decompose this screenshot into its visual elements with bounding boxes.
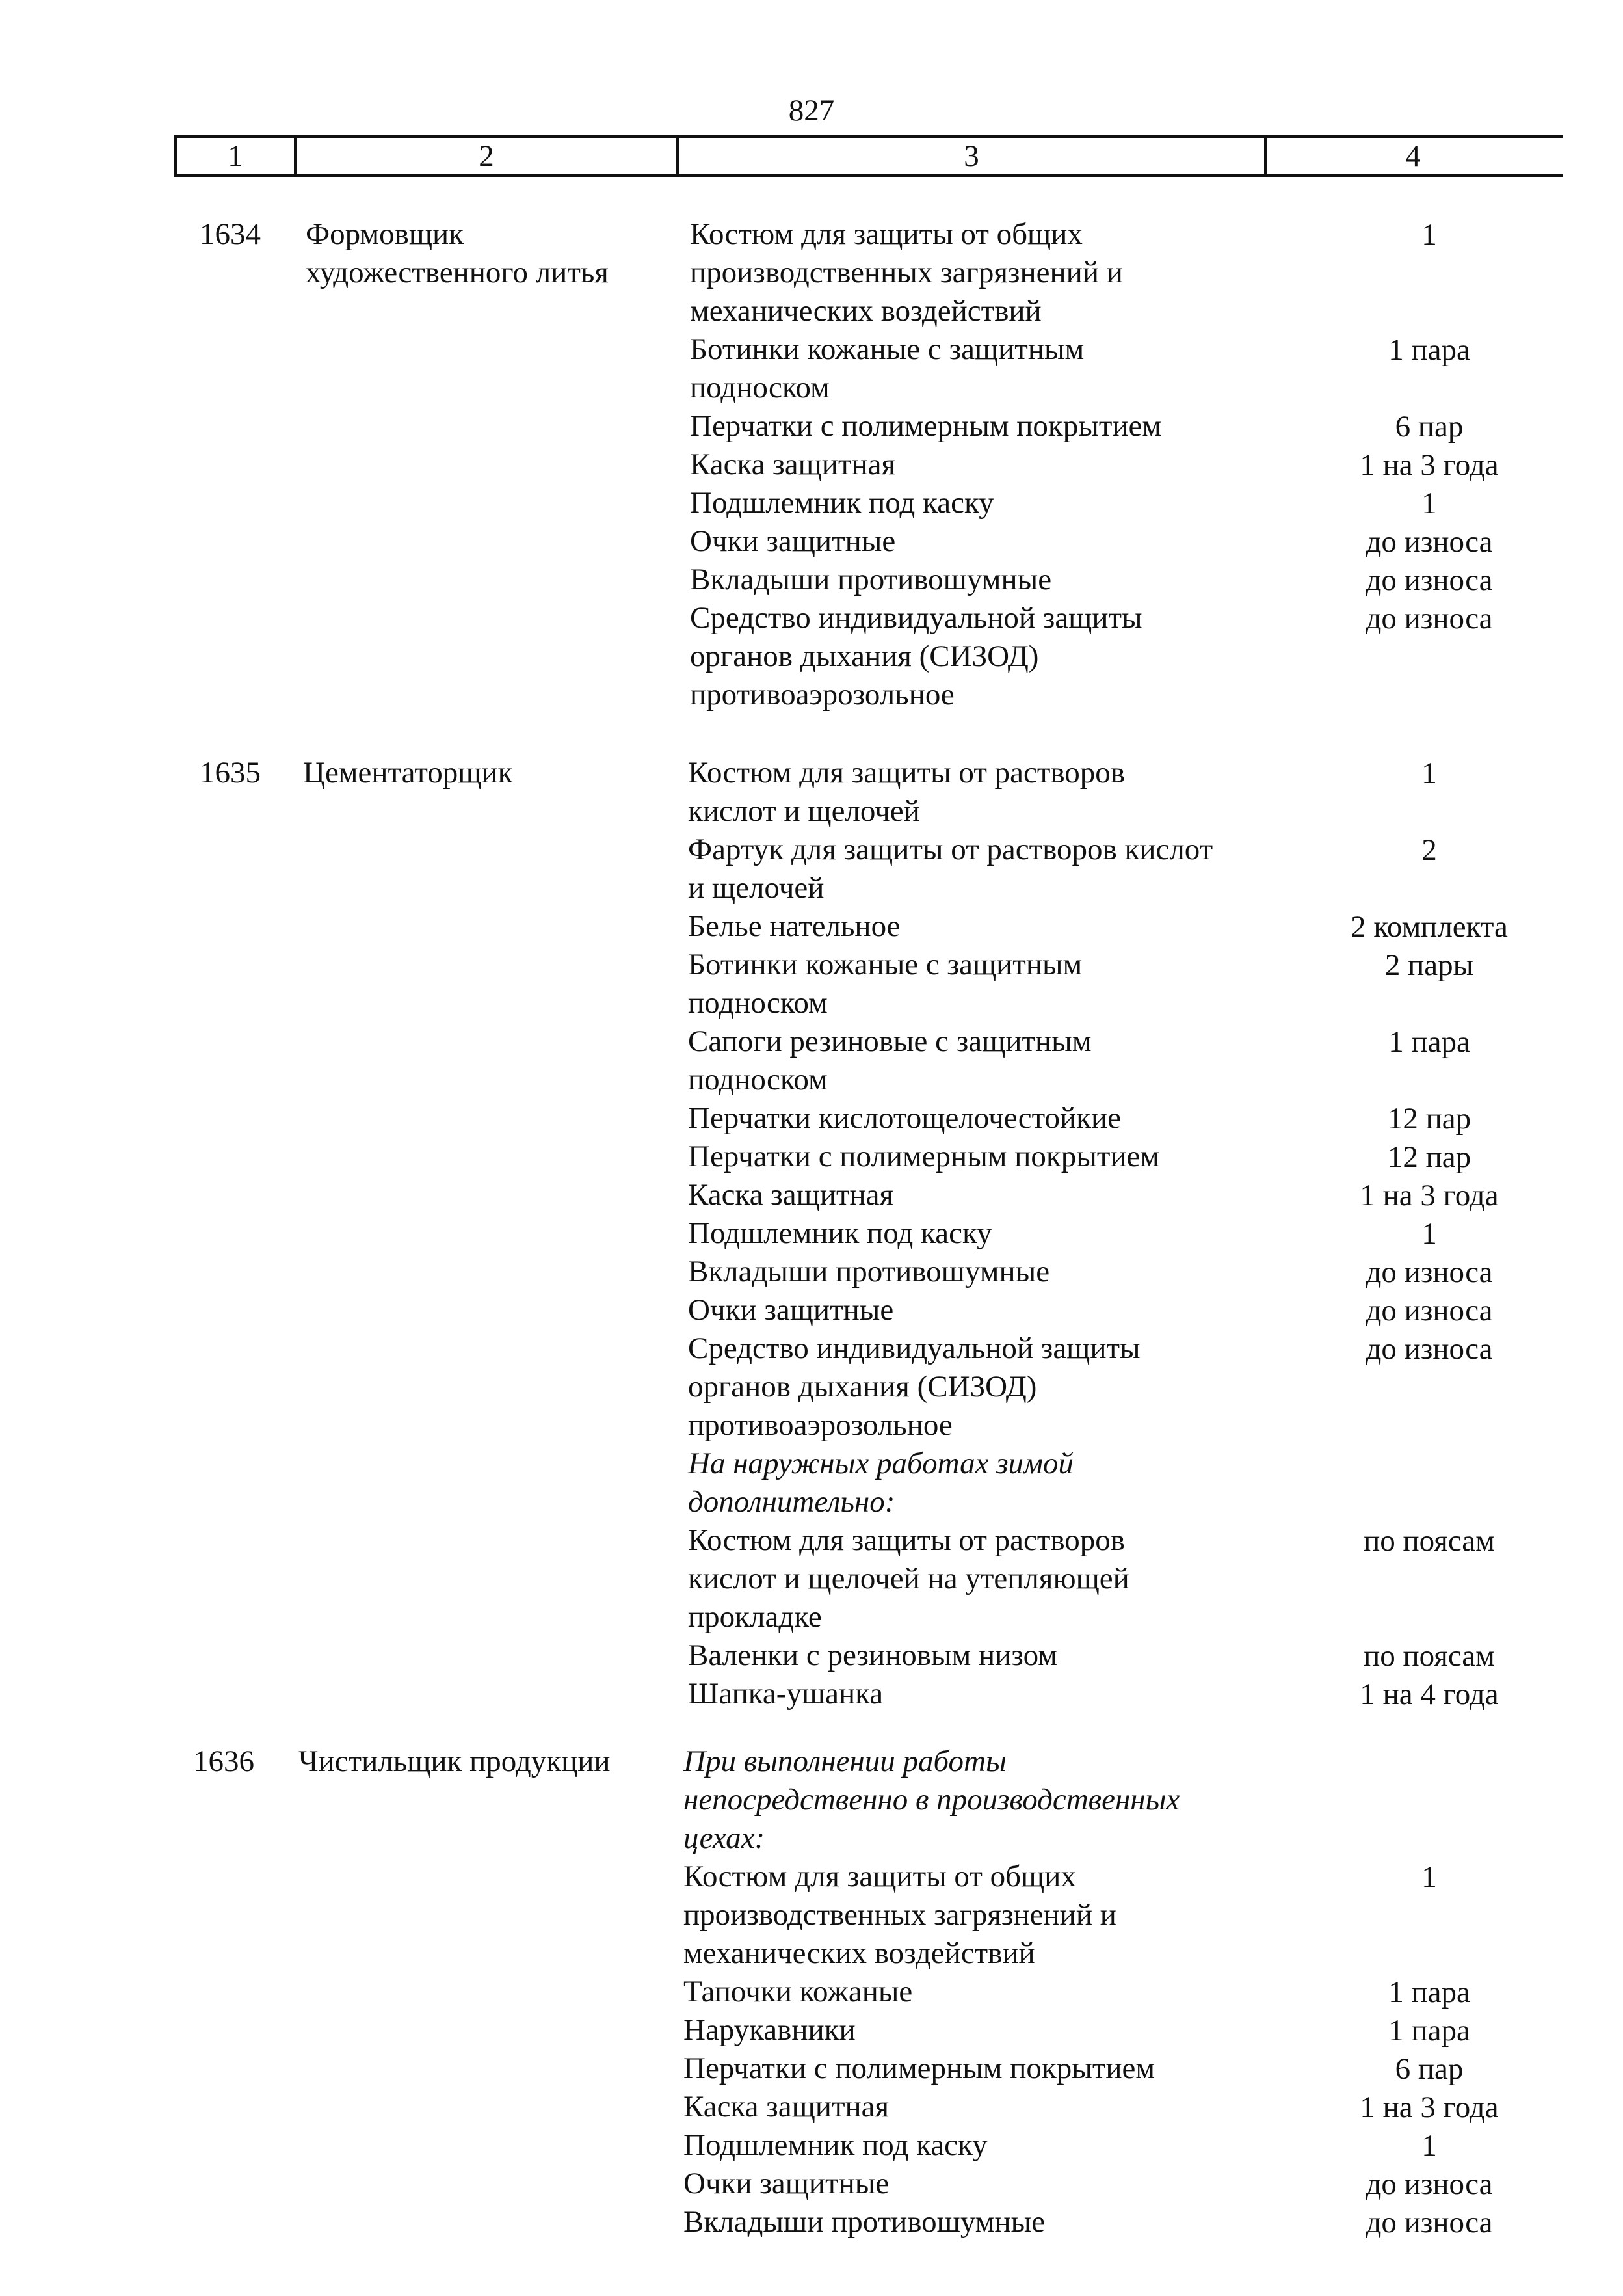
ppe-item: Перчатки с полимерным покрытием — [683, 2051, 1155, 2085]
profession-name: Формовщик — [306, 217, 464, 251]
ppe-item: и щелочей — [688, 871, 825, 905]
ppe-item: Перчатки с полимерным покрытием — [690, 409, 1162, 443]
issue-norm: 1 на 3 года — [1360, 448, 1499, 482]
issue-norm: 1 — [1421, 1860, 1437, 1894]
ppe-item: подноском — [690, 371, 830, 405]
ppe-item: Каска защитная — [683, 2090, 890, 2124]
ppe-item: Ботинки кожаные с защитным — [690, 332, 1085, 366]
ppe-item: Подшлемник под каску — [690, 486, 994, 520]
profession-name: Цементаторщик — [303, 756, 513, 790]
profession-name: художественного литья — [306, 256, 609, 289]
ppe-item: подноском — [688, 1063, 828, 1097]
issue-norm: 12 пар — [1387, 1102, 1471, 1136]
ppe-item: Костюм для защиты от растворов — [688, 1523, 1125, 1557]
issue-norm: 1 пара — [1388, 333, 1470, 367]
ppe-item: производственных загрязнений и — [683, 1898, 1116, 1932]
row-number: 1634 — [200, 217, 261, 251]
issue-norm: до износа — [1366, 2167, 1493, 2201]
issue-norm: до износа — [1366, 525, 1493, 559]
ppe-item: противоаэрозольное — [690, 678, 955, 712]
issue-norm: до износа — [1366, 1294, 1493, 1328]
ppe-item: механических воздействий — [683, 1936, 1035, 1970]
condition-note: При выполнении работы — [683, 1744, 1007, 1778]
issue-norm: 1 — [1421, 1217, 1437, 1251]
condition-note: дополнительно: — [688, 1485, 895, 1519]
ppe-item: Подшлемник под каску — [683, 2128, 988, 2162]
ppe-item: Белье нательное — [688, 909, 901, 943]
header-col-2: 2 — [479, 139, 494, 173]
ppe-item: Ботинки кожаные с защитным — [688, 948, 1083, 981]
ppe-item: Очки защитные — [690, 524, 896, 558]
ppe-item: противоаэрозольное — [688, 1408, 953, 1442]
issue-norm: 1 на 3 года — [1360, 1179, 1499, 1212]
issue-norm: до износа — [1366, 1255, 1493, 1289]
ppe-item: подноском — [688, 986, 828, 1020]
issue-norm: до износа — [1366, 2206, 1493, 2239]
issue-norm: по поясам — [1364, 1639, 1495, 1673]
ppe-item: органов дыхания (СИЗОД) — [688, 1370, 1037, 1404]
issue-norm: 1 на 3 года — [1360, 2090, 1499, 2124]
profession-name: Чистильщик продукции — [298, 1744, 611, 1778]
ppe-item: механических воздействий — [690, 294, 1042, 328]
ppe-item: органов дыхания (СИЗОД) — [690, 639, 1039, 673]
ppe-item: Подшлемник под каску — [688, 1216, 992, 1250]
issue-norm: 1 — [1421, 487, 1437, 520]
row-number: 1636 — [193, 1744, 254, 1778]
ppe-item: Вкладыши противошумные — [688, 1255, 1050, 1288]
issue-norm: 1 пара — [1388, 1975, 1470, 2009]
page-number: 827 — [788, 94, 835, 127]
ppe-item: Фартук для защиты от растворов кислот — [688, 833, 1213, 866]
issue-norm: 1 — [1421, 756, 1437, 790]
ppe-item: производственных загрязнений и — [690, 256, 1123, 289]
header-col-1: 1 — [228, 139, 243, 173]
issue-norm: 1 пара — [1388, 1025, 1470, 1059]
issue-norm: 1 пара — [1388, 2014, 1470, 2048]
row-number: 1635 — [200, 756, 261, 790]
ppe-item: Перчатки с полимерным покрытием — [688, 1140, 1160, 1173]
ppe-item: Тапочки кожаные — [683, 1975, 913, 2009]
ppe-item: Средство индивидуальной защиты — [688, 1331, 1141, 1365]
issue-norm: 1 — [1421, 2129, 1437, 2163]
ppe-item: кислот и щелочей на утепляющей — [688, 1562, 1129, 1595]
issue-norm: по поясам — [1364, 1524, 1495, 1558]
ppe-item: Средство индивидуальной защиты — [690, 601, 1142, 635]
ppe-item: Очки защитные — [688, 1293, 894, 1327]
ppe-item: кислот и щелочей — [688, 794, 920, 828]
issue-norm: до износа — [1366, 563, 1493, 597]
issue-norm: 6 пар — [1395, 2052, 1464, 2086]
issue-norm: 1 — [1421, 218, 1437, 252]
ppe-item: Костюм для защиты от общих — [690, 217, 1083, 251]
table-header — [174, 135, 1563, 177]
ppe-item: Очки защитные — [683, 2167, 890, 2200]
ppe-item: прокладке — [688, 1600, 822, 1634]
issue-norm: 2 комплекта — [1351, 910, 1508, 944]
condition-note: цехах: — [683, 1821, 765, 1855]
issue-norm: до износа — [1366, 602, 1493, 635]
condition-note: На наружных работах зимой — [688, 1447, 1074, 1480]
issue-norm: 12 пар — [1387, 1140, 1471, 1174]
header-col-4: 4 — [1405, 139, 1421, 173]
ppe-item: Перчатки кислотощелочестойкие — [688, 1101, 1122, 1135]
ppe-item: Каска защитная — [688, 1178, 894, 1212]
issue-norm: 1 на 4 года — [1360, 1677, 1499, 1711]
ppe-item: Вкладыши противошумные — [690, 563, 1052, 596]
issue-norm: 2 — [1421, 833, 1437, 867]
ppe-item: Нарукавники — [683, 2013, 856, 2047]
ppe-item: Шапка-ушанка — [688, 1677, 884, 1711]
header-col-3: 3 — [964, 139, 979, 173]
issue-norm: 2 пары — [1384, 948, 1474, 982]
ppe-item: Каска защитная — [690, 447, 896, 481]
issue-norm: до износа — [1366, 1332, 1493, 1366]
ppe-item: Вкладыши противошумные — [683, 2205, 1046, 2239]
issue-norm: 6 пар — [1395, 410, 1464, 444]
condition-note: непосредственно в производственных — [683, 1783, 1180, 1817]
ppe-item: Сапоги резиновые с защитным — [688, 1024, 1092, 1058]
ppe-item: Костюм для защиты от растворов — [688, 756, 1125, 790]
ppe-item: Валенки с резиновым низом — [688, 1638, 1057, 1672]
ppe-item: Костюм для защиты от общих — [683, 1860, 1076, 1893]
